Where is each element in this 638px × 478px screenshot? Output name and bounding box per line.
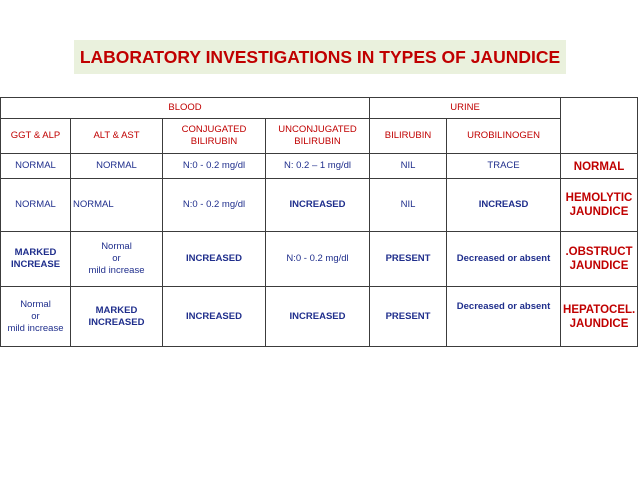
- cell-jaundice-type: HEMOLYTIC JAUNDICE: [561, 179, 638, 232]
- page-title: LABORATORY INVESTIGATIONS IN TYPES OF JAUNDICE: [74, 40, 566, 74]
- cell-ggt-alp: MARKED INCREASE: [1, 232, 71, 287]
- cell-urobilinogen: Decreased or absent: [447, 287, 561, 347]
- table-row-hemolytic: [1, 179, 638, 232]
- cell-conjugated: N:0 - 0.2 mg/dl: [163, 179, 266, 232]
- cell-ggt-alp: NORMAL: [1, 179, 71, 232]
- cell-urobilinogen: Decreased or absent: [447, 232, 561, 287]
- cell-urine-bilirubin: PRESENT: [370, 287, 447, 347]
- header-conjugated-bilirubin: CONJUGATED BILIRUBIN: [163, 119, 266, 154]
- cell-unconjugated: INCREASED: [266, 287, 370, 347]
- urine-group-header: URINE: [370, 98, 561, 119]
- cell-conjugated: INCREASED: [163, 232, 266, 287]
- cell-urine-bilirubin: NIL: [370, 154, 447, 179]
- cell-alt-ast: NORMAL: [71, 154, 163, 179]
- cell-urine-bilirubin: NIL: [370, 179, 447, 232]
- cell-ggt-alp: Normal or mild increase: [1, 287, 71, 347]
- table-row-normal: [1, 154, 638, 179]
- header-urobilinogen: UROBILINOGEN: [447, 119, 561, 154]
- cell-jaundice-type: NORMAL: [561, 154, 638, 179]
- cell-unconjugated: INCREASED: [266, 179, 370, 232]
- cell-alt-ast: MARKED INCREASED: [71, 287, 163, 347]
- cell-conjugated: INCREASED: [163, 287, 266, 347]
- cell-urobilinogen: TRACE: [447, 154, 561, 179]
- cell-alt-ast: NORMAL: [71, 179, 163, 232]
- cell-jaundice-type: .OBSTRUCT JAUNDICE: [561, 232, 638, 287]
- header-ggt-alp: GGT & ALP: [1, 119, 71, 154]
- cell-jaundice-type: HEPATOCEL. JAUNDICE: [561, 287, 638, 347]
- header-alt-ast: ALT & AST: [71, 119, 163, 154]
- column-header-row: [1, 119, 638, 154]
- jaundice-lab-table: [0, 97, 638, 347]
- blood-group-header: BLOOD: [1, 98, 370, 119]
- cell-urobilinogen: INCREASD: [447, 179, 561, 232]
- cell-urine-bilirubin: PRESENT: [370, 232, 447, 287]
- cell-alt-ast: Normal or mild increase: [71, 232, 163, 287]
- type-header-cell: [561, 98, 638, 154]
- cell-unconjugated: N:0 - 0.2 mg/dl: [266, 232, 370, 287]
- cell-ggt-alp: NORMAL: [1, 154, 71, 179]
- group-header-row: [1, 98, 638, 119]
- header-unconjugated-bilirubin: UNCONJUGATED BILIRUBIN: [266, 119, 370, 154]
- header-urine-bilirubin: BILIRUBIN: [370, 119, 447, 154]
- table-row-obstructive: [1, 232, 638, 287]
- table-row-hepatocellular: [1, 287, 638, 347]
- cell-conjugated: N:0 - 0.2 mg/dl: [163, 154, 266, 179]
- cell-unconjugated: N: 0.2 – 1 mg/dl: [266, 154, 370, 179]
